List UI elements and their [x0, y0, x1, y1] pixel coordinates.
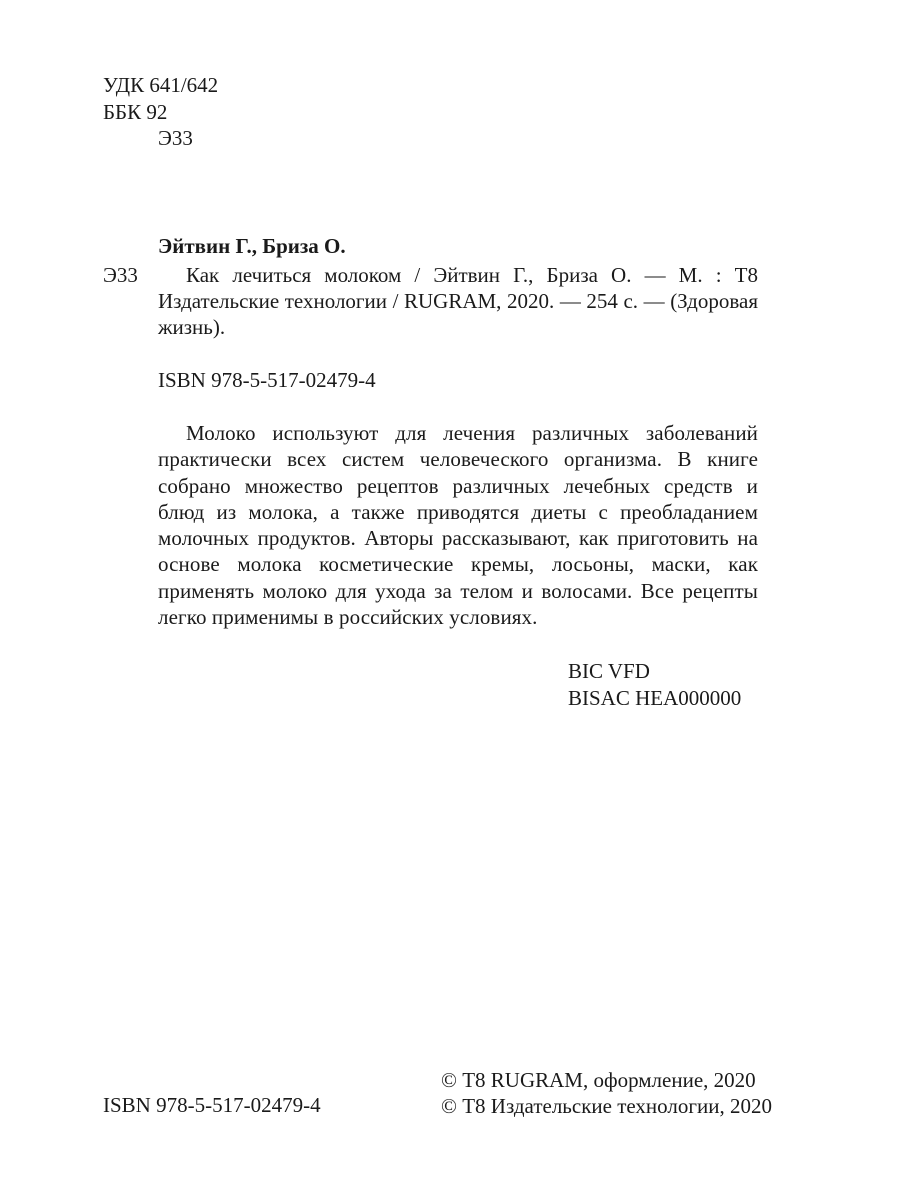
copyright-publisher: © Т8 Издательские технологии, 2020 — [441, 1094, 772, 1118]
bisac-code: BISAC HEA000000 — [568, 686, 742, 710]
author-code-side: Э33 — [103, 263, 138, 287]
udk-code: УДК 641/642 — [103, 73, 219, 97]
bibliographic-record: Как лечиться молоком / Эйтвин Г., Бриза О. — М. : Т8 Издательские технологии / RUGRAM, 2020. — 254 с. — (Здоровая жизнь). — [158, 263, 758, 339]
isbn-footer: ISBN 978-5-517-02479-4 — [103, 1093, 321, 1117]
copyright-design: © Т8 RUGRAM, оформление, 2020 — [441, 1068, 756, 1092]
authors-heading: Эйтвин Г., Бриза О. — [158, 234, 346, 258]
bic-code: BIC VFD — [568, 659, 650, 683]
isbn-main: ISBN 978-5-517-02479-4 — [158, 368, 376, 392]
author-code: Э33 — [158, 126, 193, 150]
annotation-paragraph: Молоко используют для лечения различных заболеваний практически всех систем человеческого организма. В книге собрано множество рецептов различных лечебных средств и блюд из молока, а также приводятся диеты с преобладанием молочных продуктов. Авторы рассказывают, как приготовить на основе молока косметические кремы, лосьоны, маски, как применять молоко для ухода за телом и волосами. Все рецепты легко применимы в российских условиях. — [158, 421, 758, 630]
bbk-code: ББК 92 — [103, 100, 168, 124]
